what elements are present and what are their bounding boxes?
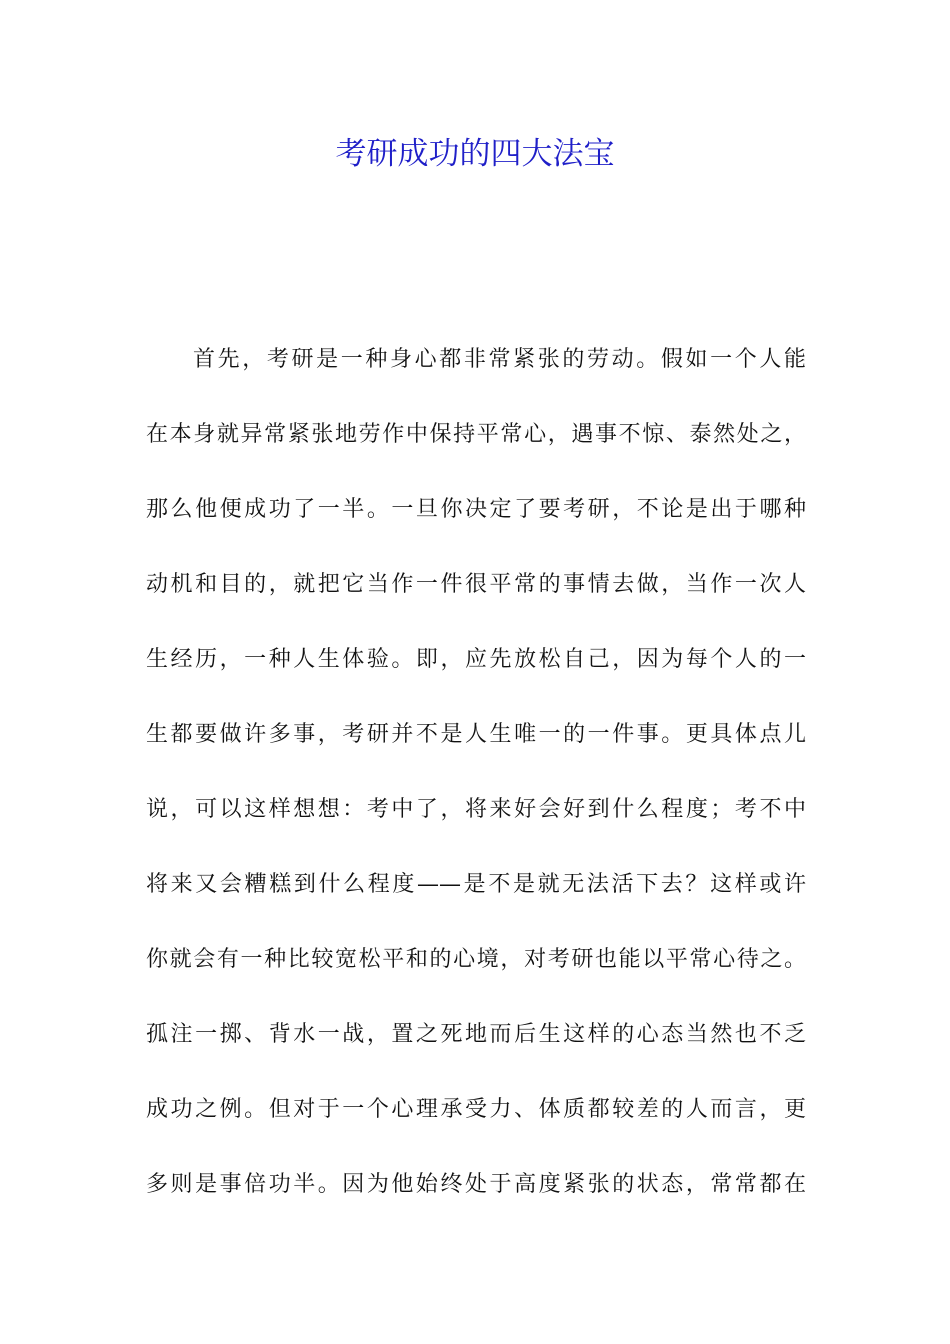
paragraph-line: 孤注一掷、背水一战，置之死地而后生这样的心态当然也不乏 [146,1022,806,1047]
document-body [146,338,806,1238]
paragraph-line: 动机和目的，就把它当作一件很平常的事情去做，当作一次人 [146,572,806,597]
paragraph-line: 那么他便成功了一半。一旦你决定了要考研，不论是出于哪种 [146,497,806,522]
paragraph-line: 生都要做许多事，考研并不是人生唯一的一件事。更具体点儿 [146,722,806,747]
paragraph-line: 多则是事倍功半。因为他始终处于高度紧张的状态，常常都在 [146,1172,806,1197]
paragraph-line: 首先，考研是一种身心都非常紧张的劳动。假如一个人能 [193,347,806,372]
paragraph-line: 说，可以这样想想：考中了，将来好会好到什么程度；考不中 [146,797,806,822]
paragraph-line: 成功之例。但对于一个心理承受力、体质都较差的人而言，更 [146,1097,806,1122]
paragraph-line: 生经历，一种人生体验。即，应先放松自己，因为每个人的一 [146,647,806,672]
document-title: 考研成功的四大法宝 [335,136,615,172]
paragraph-line: 将来又会糟糕到什么程度——是不是就无法活下去？这样或许 [146,872,806,897]
paragraph-line: 在本身就异常紧张地劳作中保持平常心，遇事不惊、泰然处之， [146,422,806,447]
paragraph-line: 你就会有一种比较宽松平和的心境，对考研也能以平常心待之。 [146,947,806,972]
